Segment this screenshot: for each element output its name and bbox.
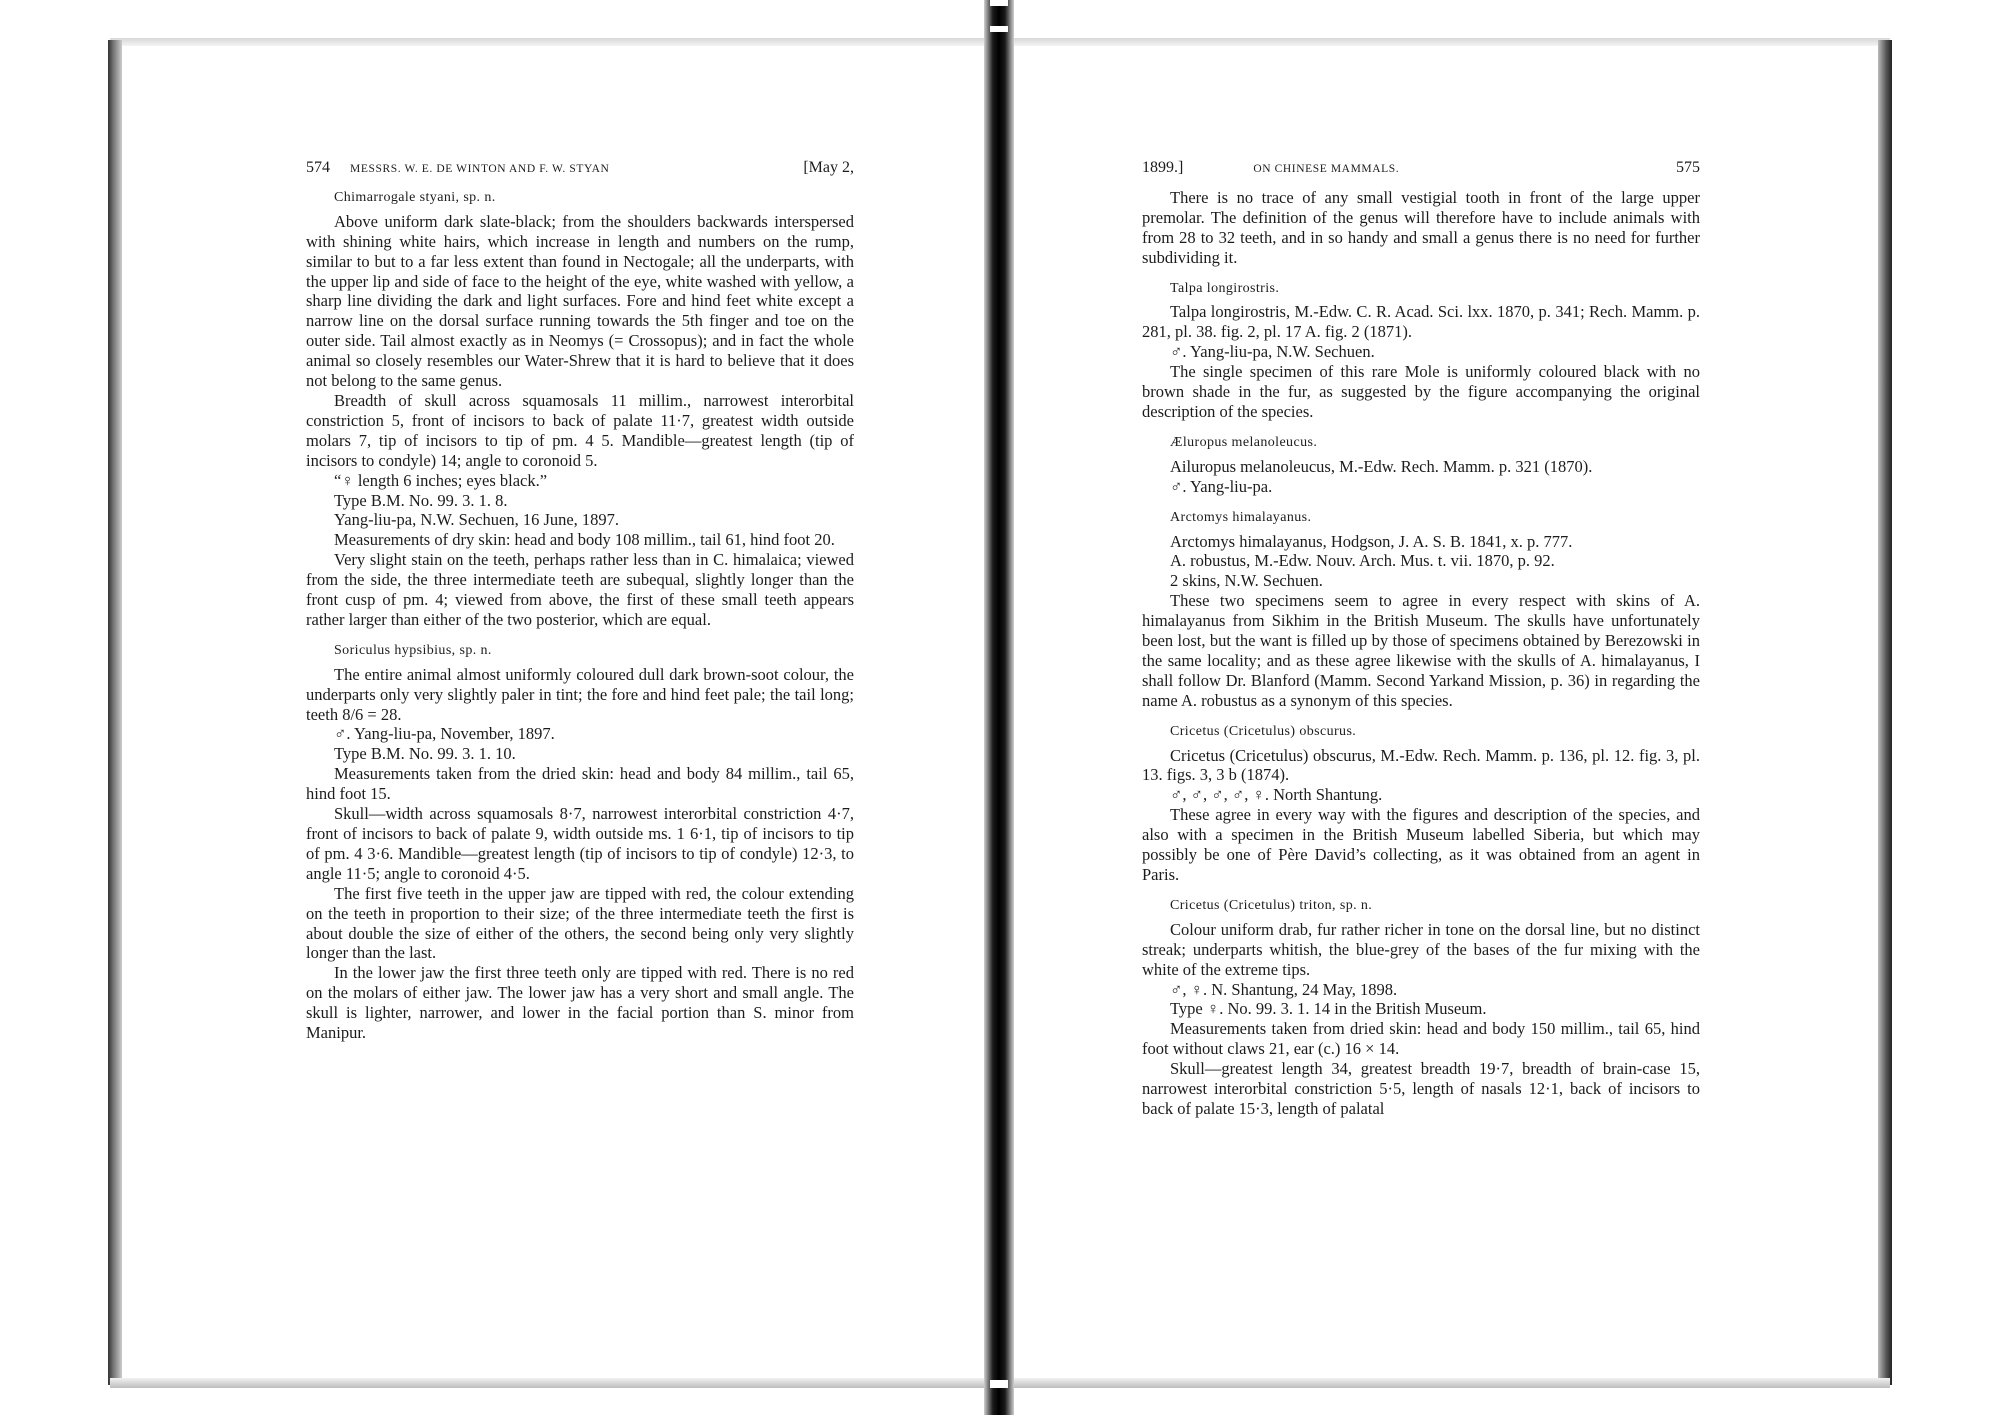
paragraph: These agree in every way with the figures and description of the species, and also with a specimen in the British Museum labelled Siberia, but which may possibly be one of Père David’s collecting, as it was obtained from an agent in Paris. [1142,805,1700,884]
paragraph: Measurements of dry skin: head and body 108 millim., tail 61, hind foot 20. [334,530,835,550]
paragraph: The single specimen of this rare Mole is uniformly coloured black with no brown shade in the fur, as suggested by the figure accompanying the original description of the species. [1142,362,1700,421]
book-left-edge [108,40,122,1385]
species-heading: Æluropus melanoleucus. [1170,434,1318,450]
citation: Talpa longirostris, M.-Edw. C. R. Acad. Sci. lxx. 1870, p. 341; Rech. Mamm. p. 281, pl. 38. fig. 2, pl. 17 A. fig. 2 (1871). [1142,302,1700,342]
gutter-notch-bottom [990,1380,1008,1388]
paragraph: Yang-liu-pa, N.W. Sechuen, 16 June, 1897. [334,510,620,530]
left-text-column [306,158,854,1043]
gutter-notch-top [990,0,1008,6]
paragraph: These two specimens seem to agree in every respect with skins of A. himalayanus from Sikhim in the British Museum. The skulls have unfortunately been lost, but the want is filled up by those of specimens obtained by Berezowski in the same locality; and as these agree likewise with the skulls of A. himalayanus, I shall follow Dr. Blanford (Mamm. Second Yarkand Mission, p. 36) in regarding the name A. robustus as a synonym of this species. [1142,591,1700,710]
paragraph: 2 skins, N.W. Sechuen. [1170,571,1323,591]
species-heading: Soriculus hypsibius, sp. n. [334,642,492,658]
species-heading: Arctomys himalayanus. [1170,509,1312,525]
right-running-title: ON CHINESE MAMMALS. [1253,163,1400,175]
species-heading: Talpa longirostris. [1170,280,1280,296]
citation: A. robustus, M.-Edw. Nouv. Arch. Mus. t. vii. 1870, p. 92. [1170,551,1555,571]
citation: Ailuropus melanoleucus, M.-Edw. Rech. Mamm. p. 321 (1870). [1170,456,1593,476]
right-page-number: 575 [1676,159,1700,176]
paragraph: In the lower jaw the first three teeth only are tipped with red. There is no red on the molars of either jaw. The lower jaw has a very short and small angle. The skull is lighter, narrower, and lower in the facial portion than S. minor from Manipur. [306,963,854,1043]
species-heading: Cricetus (Cricetulus) obscurus. [1170,723,1357,739]
paragraph: Measurements taken from dried skin: head and body 150 millim., tail 65, hind foot without claws 21, ear (c.) 16 × 14. [1142,1019,1700,1059]
paragraph: Very slight stain on the teeth, perhaps rather less than in C. himalaica; viewed from the side, the three intermediate teeth are subequal, slightly longer than the front cusp of pm. 4; viewed from above, the first of these small teeth appears rather larger than either of the two posterior, which are equal. [306,550,854,629]
paragraph: Skull—width across squamosals 8·7, narrowest interorbital constriction 4·7, front of incisors to back of palate 9, width outside ms. 1 6·1, tip of incisors to tip of pm. 4 3·6. Mandible—greatest length (tip of incisors to tip of condyle) 12·3, to angle 11·5; angle to coronoid 4·5. [306,804,854,883]
right-date: 1899.] [1142,159,1184,176]
right-text-column [1142,158,1700,1119]
paragraph: ♂. Yang-liu-pa, N.W. Sechuen. [1170,342,1375,362]
paragraph: Type ♀. No. 99. 3. 1. 14 in the British Museum. [1170,999,1487,1019]
citation: Arctomys himalayanus, Hodgson, J. A. S. B. 1841, x. p. 777. [1170,531,1573,551]
left-running-title: MESSRS. W. E. DE WINTON AND F. W. STYAN [350,163,610,175]
paragraph: Breadth of skull across squamosals 11 millim., narrowest interorbital constriction 5, front of incisors to back of palate 11·7, greatest width outside molars 7, tip of incisors to tip of pm. 4 5. Mandible—greatest length (tip of incisors to condyle) 14; angle to coronoid 5. [306,390,854,470]
gutter-notch-upper [990,26,1008,32]
paragraph: “♀ length 6 inches; eyes black.” [334,470,548,490]
paragraph: ♂, ♂, ♂, ♂, ♀. North Shantung. [1170,785,1383,805]
paragraph: The first five teeth in the upper jaw are tipped with red, the colour extending on the teeth in proportion to their size; of the three intermediate teeth the first is about double the size of either of the others, the second being only very slightly longer than the last. [306,883,854,963]
left-date: [May 2, [803,159,854,176]
book-gutter [984,0,1014,1415]
species-heading: Cricetus (Cricetulus) triton, sp. n. [1170,897,1373,913]
paragraph: Colour uniform drab, fur rather richer in tone on the dorsal line, but no distinct streak; underparts whitish, the blue-grey of the bases of the fur mixing with the white of the extreme tips. [1142,919,1700,979]
paragraph: ♂, ♀. N. Shantung, 24 May, 1898. [1170,979,1398,999]
paragraph: Type B.M. No. 99. 3. 1. 8. [334,490,508,510]
left-page-number: 574 [306,159,330,176]
left-running-head [306,158,854,180]
paragraph: Type B.M. No. 99. 3. 1. 10. [334,744,516,764]
paragraph: There is no trace of any small vestigial tooth in front of the large upper premolar. The definition of the genus will therefore have to include animals with from 28 to 32 teeth, and in so handy and small a genus there is no need for further subdividing it. [1142,187,1700,267]
paragraph: ♂. Yang-liu-pa, November, 1897. [334,724,555,744]
paragraph: Skull—greatest length 34, greatest breadth 19·7, breadth of brain-case 15, narrowest interorbital constriction 5·5, length of nasals 12·1, back of incisors to back of palate 15·3, length of palatal [1142,1059,1700,1118]
right-running-head [1142,158,1700,180]
paragraph: The entire animal almost uniformly coloured dull dark brown-soot colour, the underparts only very slightly paler in tint; the fore and hind feet pale; the tail long; teeth 8/6 = 28. [306,664,854,724]
species-heading: Chimarrogale styani, sp. n. [334,189,496,205]
paragraph: Measurements taken from the dried skin: head and body 84 millim., tail 65, hind foot 15. [306,764,854,804]
citation: Cricetus (Cricetulus) obscurus, M.-Edw. Rech. Mamm. p. 136, pl. 12. fig. 3, pl. 13. figs. 3, 3 b (1874). [1142,745,1700,785]
book-right-edge [1878,40,1892,1385]
paragraph: Above uniform dark slate-black; from the shoulders backwards interspersed with shining white hairs, which increase in length and numbers on the rump, similar to but to a far less extent than found in Nectogale; all the underparts, with the upper lip and side of face to the height of the eye, white washed with yellow, a sharp line dividing the dark and light surfaces. Fore and hind feet white except a narrow line on the dorsal surface running towards the 5th finger and toe on the outer side. Tail almost exactly as in Neomys (= Crossopus); and in fact the whole animal so closely resembles our Water-Shrew that it is hard to believe that it does not belong to the same genus. [306,211,854,391]
paragraph: ♂. Yang-liu-pa. [1170,476,1273,496]
